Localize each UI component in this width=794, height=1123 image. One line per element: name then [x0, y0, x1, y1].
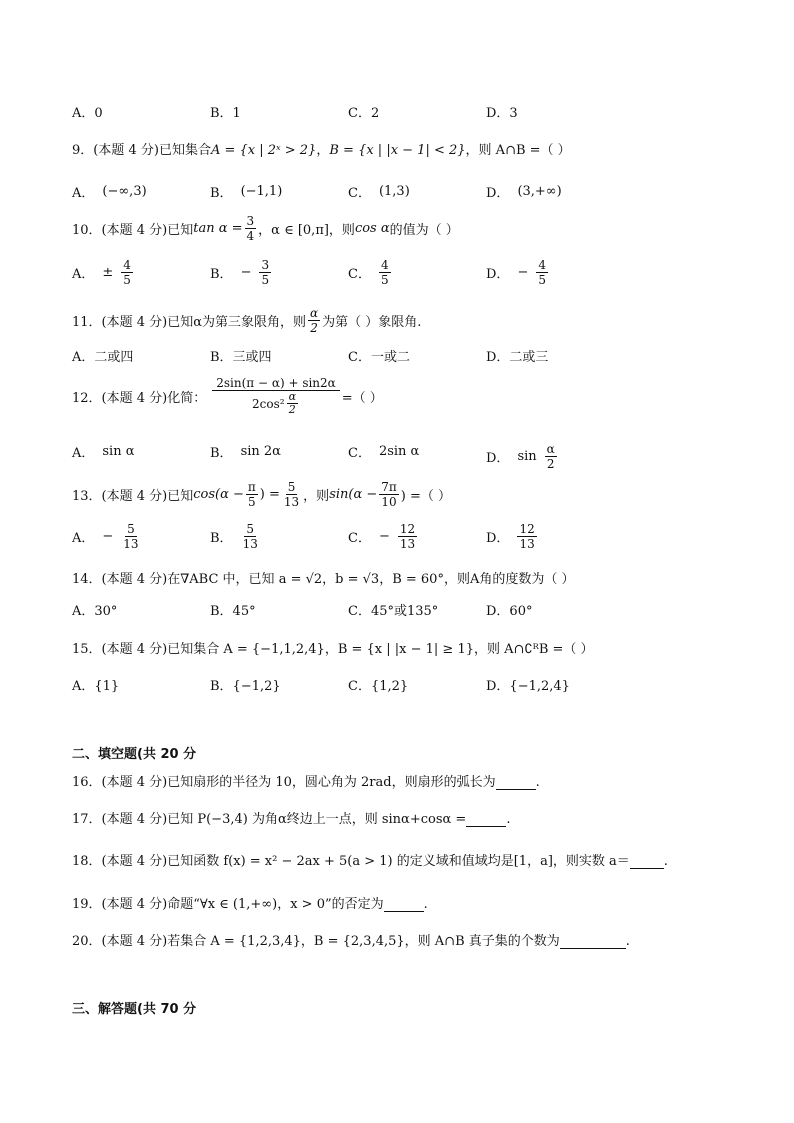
q15-option-c: C．{1,2}: [348, 679, 409, 694]
q9-stem: 9．(本题 4 分)已知集合A = {x | 2ˣ > 2}，B = {x | |x − 1| < 2}，则 A∩B =（ ）: [72, 143, 571, 158]
q8-options: [72, 102, 672, 130]
q12-options: [72, 442, 672, 478]
q8-option-b: B．1: [210, 106, 241, 121]
q10-stem: 10．(本题 4 分)已知 tan α = $\frac{3}{4}$ ，α ∈ [0,π]，则 cos α 的值为（ ）: [72, 214, 459, 243]
section-heading-solutions: 三、解答题(共 70 分: [72, 1002, 197, 1017]
q13-option-b: B． $\frac{5}{13}$: [210, 522, 258, 551]
q10-option-d: D． − $\frac{4}{5}$: [486, 258, 546, 287]
q11-option-b: B．三或四: [210, 350, 272, 365]
q12-fraction: 2sin(π − α) + sin2α 2cos² $\frac{\alpha}{2}$: [212, 376, 340, 416]
q20-answer-blank[interactable]: [560, 936, 626, 949]
q15-option-b: B．{−1,2}: [210, 679, 281, 694]
q14-option-b: B．45°: [210, 604, 256, 619]
q14-option-a: A．30°: [72, 604, 118, 619]
q19-answer-blank[interactable]: [384, 899, 424, 912]
q18-answer-blank[interactable]: [630, 856, 664, 869]
q10-fraction: $\frac{3}{4}$: [246, 214, 255, 243]
q13-option-d: D． $\frac{12}{13}$: [486, 522, 535, 551]
q11-stem: 11．(本题 4 分)已知α为第三象限角，则 $\frac{\alpha}{2}$ 为第（ ）象限角.: [72, 306, 422, 335]
q10-option-a: A． ± $\frac{4}{5}$: [72, 258, 131, 287]
q12-option-c: C． 2sin α: [348, 444, 420, 461]
q9-option-c: C． (1,3): [348, 184, 410, 201]
q13-option-a: A． − $\frac{5}{13}$: [72, 522, 139, 551]
q13-stem: 13．(本题 4 分)已知 cos(α − $\frac{\pi}{5}$ ) = $\frac{5}{13}$ ，则 sin(α − $\frac{7\pi}{10}$ ) =（ ）: [72, 480, 452, 509]
q19: 19．(本题 4 分)命题“∀x ∈ (1,+∞)，x > 0”的否定为 .: [72, 897, 428, 912]
q8-option-a: A．0: [72, 106, 103, 121]
q8-option-c: C．2: [348, 106, 380, 121]
q15-option-a: A．{1}: [72, 679, 120, 694]
q10-options: [72, 258, 672, 294]
q12-stem: 12．(本题 4 分)化简： 2sin(π − α) + sin2α 2cos² $\frac{\alpha}{2}$ =（ ）: [72, 376, 383, 416]
q10-option-b: B． − $\frac{3}{5}$: [210, 258, 270, 287]
q17-answer-blank[interactable]: [466, 814, 506, 827]
q20: 20．(本题 4 分)若集合 A = {1,2,3,4}，B = {2,3,4,5}，则 A∩B 真子集的个数为 .: [72, 934, 630, 949]
q16-answer-blank[interactable]: [496, 777, 536, 790]
q13-option-c: C． − $\frac{12}{13}$: [348, 522, 416, 551]
q11-option-c: C．一或二: [348, 350, 410, 365]
q11-option-a: A．二或四: [72, 350, 134, 365]
q14-option-d: D．60°: [486, 604, 533, 619]
q8-option-d: D．3: [486, 106, 518, 121]
q13-options: [72, 522, 672, 558]
section-heading-fill-in: 二、填空题(共 20 分: [72, 747, 197, 762]
q9-option-b: B． (−1,1): [210, 184, 283, 201]
q14-option-c: C．45°或135°: [348, 604, 439, 619]
q12-option-a: A． sin α: [72, 444, 135, 461]
q15-options: [72, 675, 672, 703]
q9-options: [72, 182, 672, 210]
q9-option-a: A． (−∞,3): [72, 184, 147, 201]
q14-options: [72, 600, 672, 628]
q15-option-d: D．{−1,2,4}: [486, 679, 570, 694]
q14-stem: 14．(本题 4 分)在∇ABC 中，已知 a = √2，b = √3，B = 60°，则A角的度数为（ ）: [72, 572, 575, 587]
q18: 18．(本题 4 分)已知函数 f(x) = x² − 2ax + 5(a > 1) 的定义域和值域均是[1，a]，则实数 a＝ .: [72, 854, 668, 869]
q12-option-d: D． sin $\frac{\alpha}{2}$: [486, 442, 555, 471]
q10-option-c: C． $\frac{4}{5}$: [348, 258, 389, 287]
q12-option-b: B． sin 2α: [210, 444, 281, 461]
q17: 17．(本题 4 分)已知 P(−3,4) 为角α终边上一点，则 sinα+cosα = .: [72, 812, 511, 827]
q16: 16．(本题 4 分)已知扇形的半径为 10，圆心角为 2rad，则扇形的弧长为 .: [72, 775, 540, 790]
q11-options: [72, 346, 672, 374]
q9-option-d: D． (3,+∞): [486, 184, 562, 201]
q15-stem: 15．(本题 4 分)已知集合 A = {−1,1,2,4}，B = {x | |x − 1| ≥ 1}，则 A∩∁ᴿB =（ ）: [72, 642, 594, 657]
q11-option-d: D．二或三: [486, 350, 549, 365]
